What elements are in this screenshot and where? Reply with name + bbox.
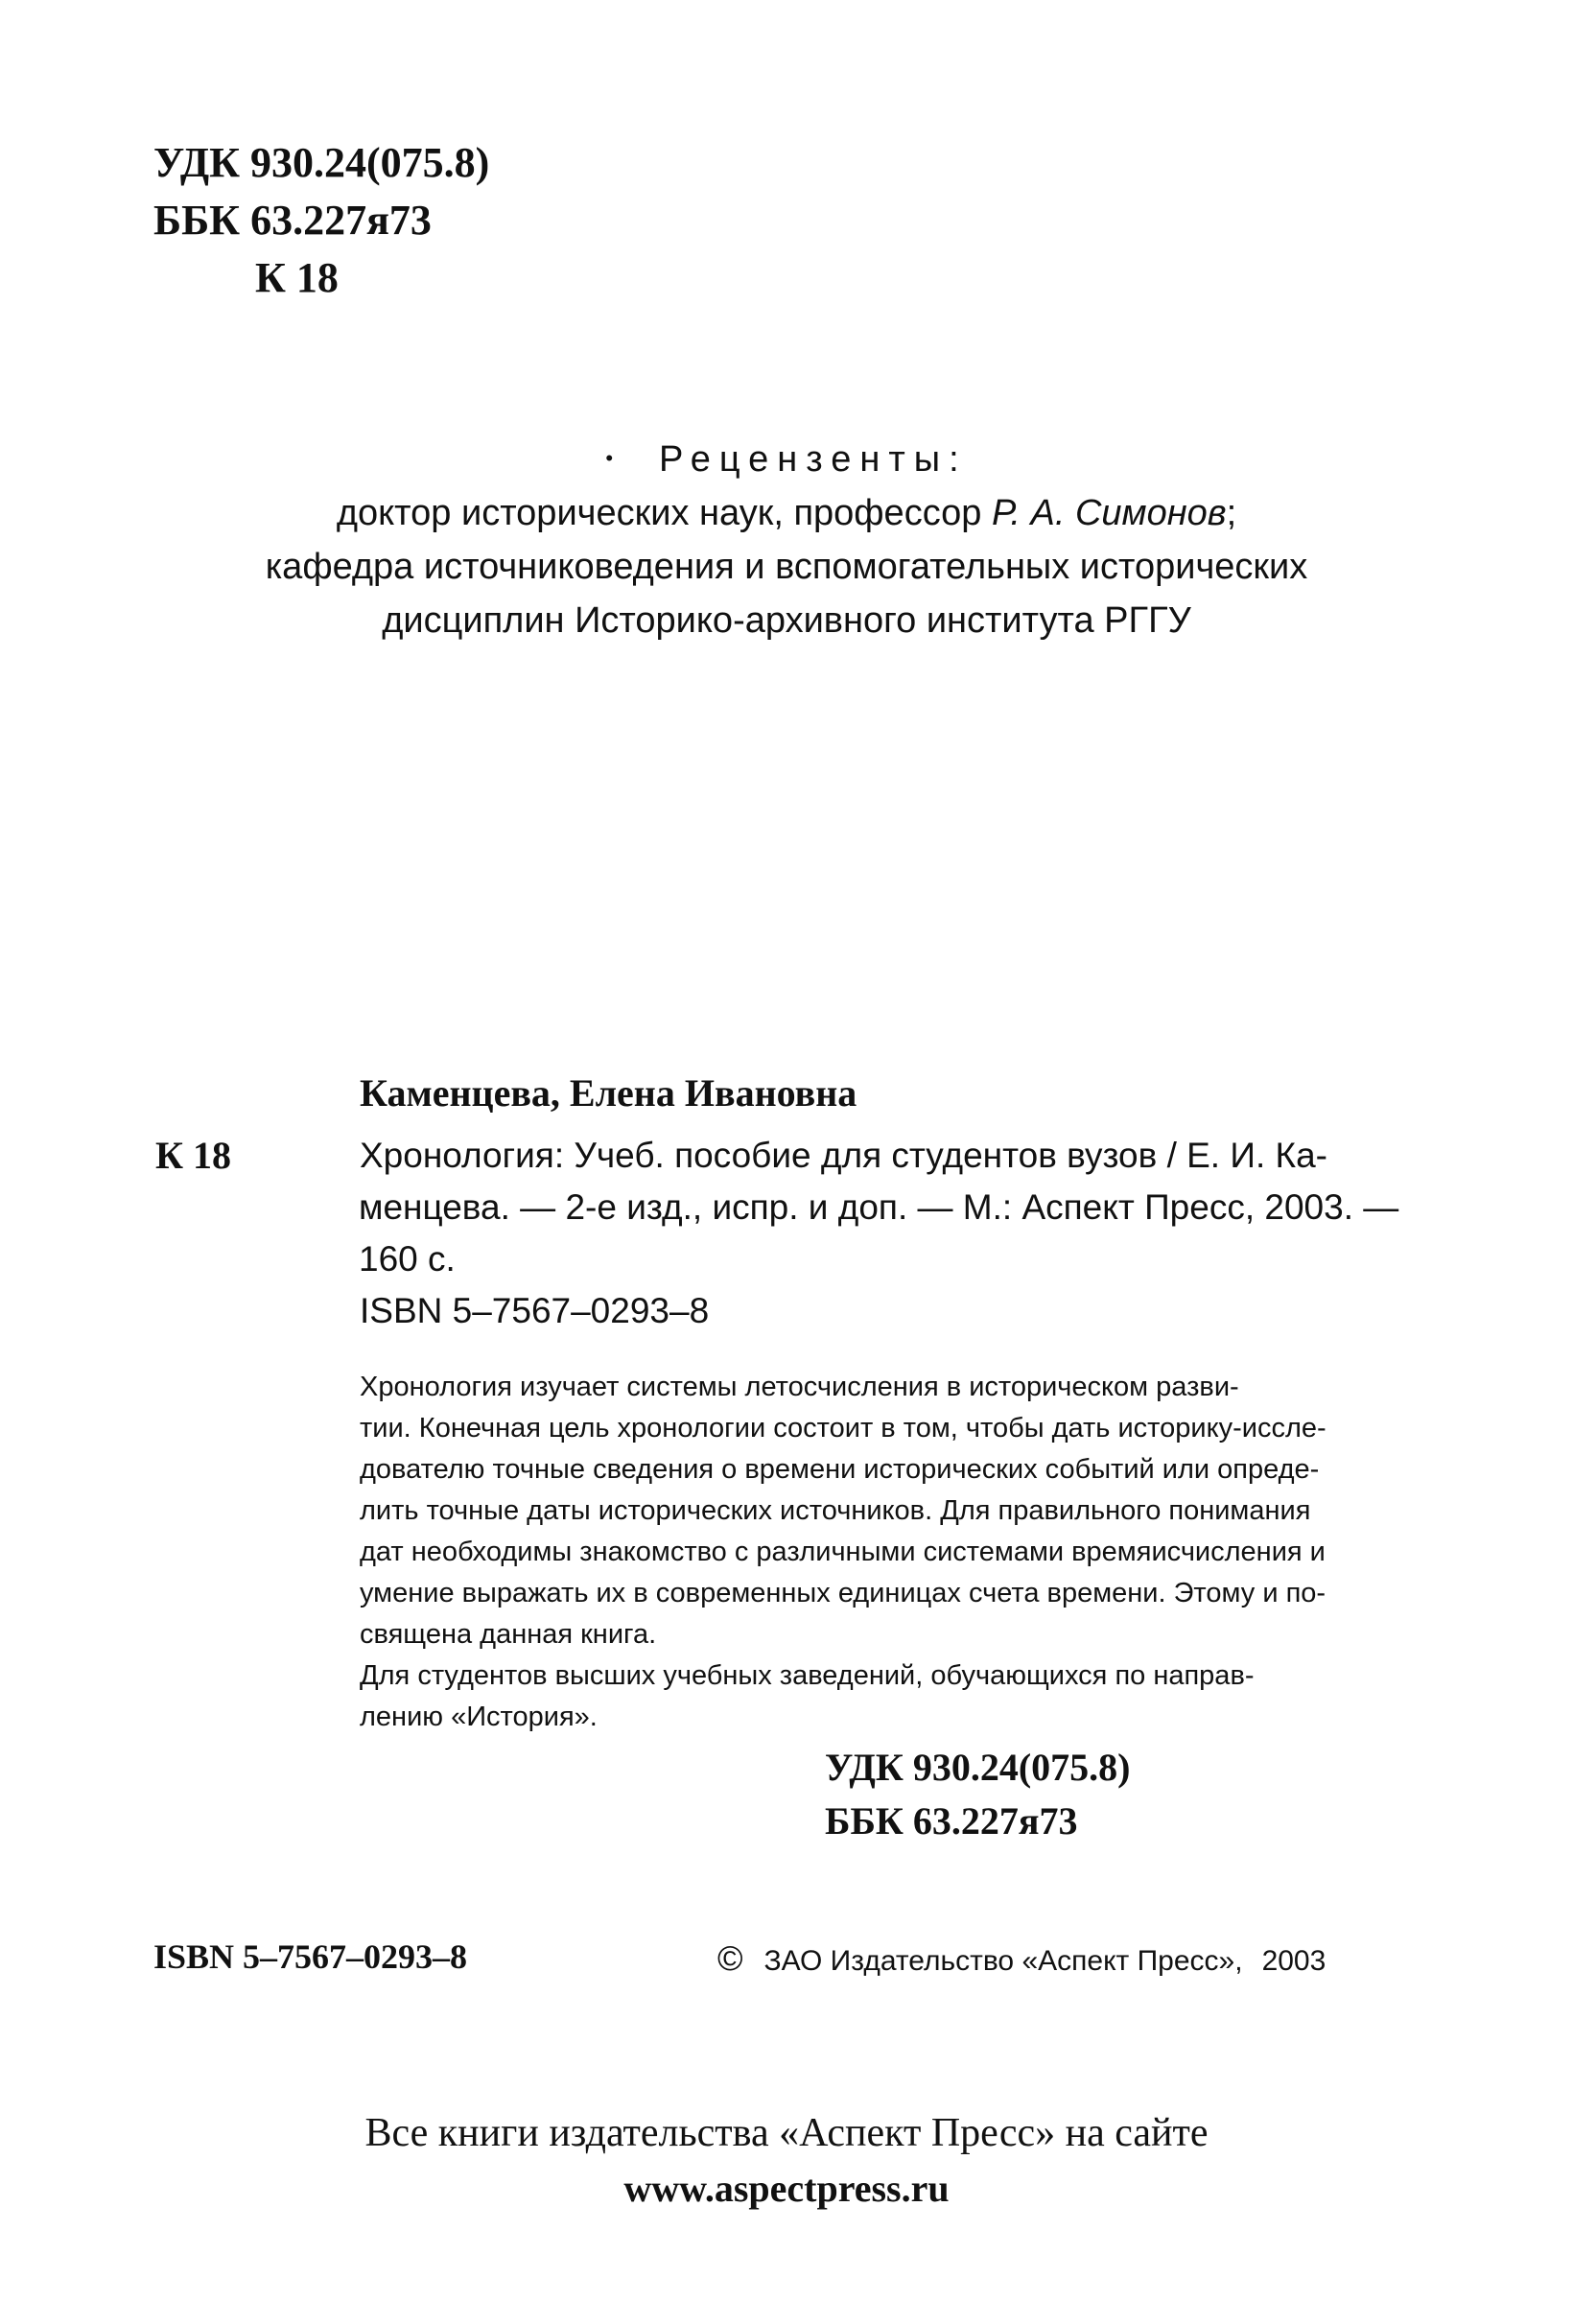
reviewer-title: доктор исторических наук, профессор — [336, 493, 982, 533]
annotation-audience-line: Для студентов высших учебных заведений, обучающихся по направ- — [360, 1660, 1255, 1691]
bottom-classification — [825, 1741, 1130, 1848]
reviewers-block — [153, 432, 1420, 647]
card-description-line-3: 160 с. — [359, 1239, 456, 1279]
annotation-line: дователю точные сведения о времени исторических событий или опреде- — [360, 1454, 1320, 1485]
publisher-site-url[interactable]: www.aspectpress.ru — [623, 2167, 950, 2210]
card-description-line-2: менцева. — 2-е изд., испр. и доп. — М.: Аспект Пресс, 2003. — — [359, 1187, 1399, 1227]
copyright-line — [717, 1935, 1326, 1985]
card-author: Каменцева, Елена Ивановна — [360, 1071, 857, 1115]
publisher-site-block — [153, 2105, 1420, 2217]
annotation-line: дат необходимы знакомство с различными системами времяисчисления и — [360, 1537, 1326, 1567]
reviewer-line-2: кафедра источниковедения и вспомогательных исторических — [265, 547, 1308, 587]
footer-isbn: ISBN 5–7567–0293–8 — [153, 1937, 468, 1976]
publisher-site-text: Все книги издательства «Аспект Пресс» на сайте — [364, 2111, 1209, 2155]
card-description-line-1: Хронология: Учеб. пособие для студентов вузов / Е. И. Ка- — [360, 1136, 1327, 1175]
bottom-bbk-code: ББК 63.227я73 — [825, 1799, 1078, 1843]
annotation-line: умение выражать их в современных единицах счета времени. Этому и по- — [360, 1578, 1326, 1608]
udk-code: УДК 930.24(075.8) — [153, 139, 490, 186]
bottom-udk-code: УДК 930.24(075.8) — [825, 1746, 1131, 1789]
reviewer-line-1-suffix: ; — [1226, 493, 1237, 533]
annotation-line: лить точные даты исторических источников. Для правильного понимания — [360, 1495, 1311, 1526]
copyright-icon: © — [717, 1938, 743, 1978]
copyright-text: ЗАО Издательство «Аспект Пресс», — [763, 1945, 1243, 1977]
bullet-icon: • — [605, 446, 614, 470]
annotation-line: священа данная книга. — [360, 1619, 657, 1650]
bbk-code: ББК 63.227я73 — [153, 197, 432, 244]
card-description — [360, 1130, 1424, 1285]
annotation-audience-line: лению «История». — [360, 1702, 598, 1732]
card-isbn: ISBN 5–7567–0293–8 — [360, 1291, 710, 1330]
annotation-line: Хронология изучает системы летосчисления в историческом разви- — [360, 1372, 1239, 1402]
card-index: К 18 — [155, 1134, 232, 1177]
copyright-year: 2003 — [1261, 1945, 1326, 1977]
reviewer-name: Р. А. Симонов — [991, 493, 1227, 533]
author-mark: К 18 — [255, 254, 339, 301]
classification-block — [153, 134, 489, 307]
reviewers-heading-text: Рецензенты: — [659, 439, 968, 480]
reviewer-line-1 — [153, 486, 1420, 540]
annotation-line: тии. Конечная цель хронологии состоит в том, чтобы дать историку-иссле- — [360, 1413, 1326, 1444]
annotation — [360, 1367, 1424, 1738]
reviewers-heading — [153, 432, 1420, 486]
reviewer-line-3: дисциплин Историко-архивного института РГГУ — [382, 600, 1191, 641]
